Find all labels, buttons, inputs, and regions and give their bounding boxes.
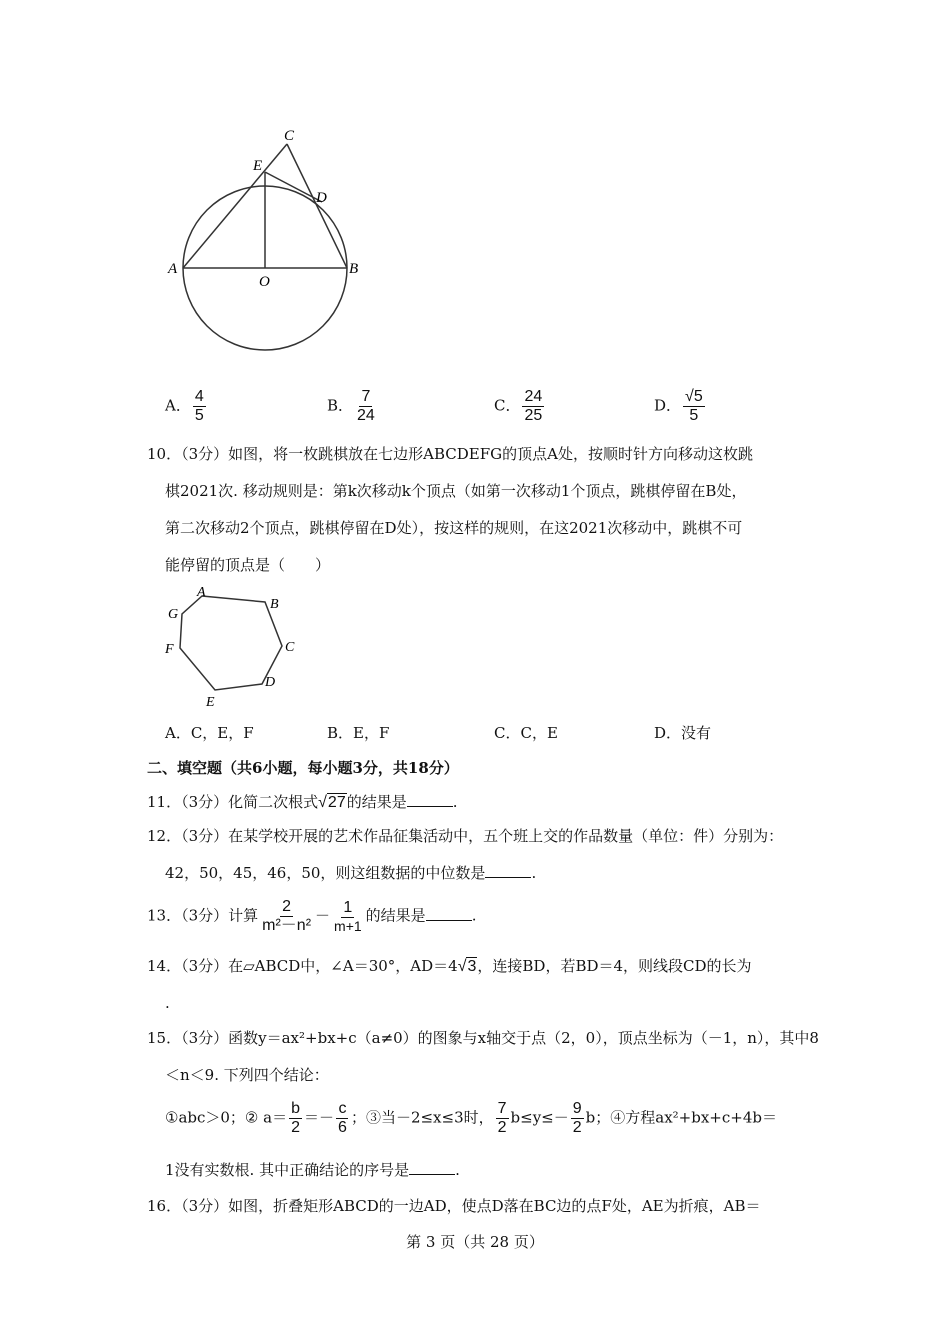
label-b: B xyxy=(349,261,359,277)
q9-option-c: C． $\frac{24}{25}$ xyxy=(494,388,543,424)
label-d: D xyxy=(265,675,276,690)
q10-line3: 第二次移动2个顶点，跳棋停留在D处），按这样的规则，在这2021次移动中，跳棋不可 xyxy=(165,519,743,537)
label-b: B xyxy=(270,597,279,612)
q15-line3: ①abc＞0；② a＝ $\frac{b}{2}$ ＝－ $\frac{c}{6}$ ；③当－2≤x≤3时， $\frac{7}{2}$ b≤y≤－ $\frac{9}{2}$ b；④方程ax²+bx+c+4b＝ xyxy=(165,1100,777,1136)
segment-ac xyxy=(183,144,287,268)
q15-line4: 1没有实数根. 其中正确结论的序号是 . xyxy=(165,1161,460,1179)
q9-option-b: B． $\frac{7}{24}$ xyxy=(327,388,375,424)
circle-figure xyxy=(160,120,370,360)
label-g: G xyxy=(168,607,179,622)
label-o: O xyxy=(259,274,270,290)
label-e: E xyxy=(206,695,215,710)
q9-option-d: D． $\frac{√5}{5}$ xyxy=(654,388,703,424)
q12-line1: 12．（3分）在某学校开展的艺术作品征集活动中，五个班上交的作品数量（单位：件）分别为： xyxy=(147,827,784,845)
q10-line4: 能停留的顶点是（ ） xyxy=(165,556,331,574)
label-e: E xyxy=(253,158,263,174)
q11: 11．（3分）化简二次根式√27的结果是 . xyxy=(147,793,458,811)
label-a: A xyxy=(168,261,178,277)
label-c: C xyxy=(285,640,295,655)
q14-line2: . xyxy=(165,994,170,1012)
section2-title: 二、填空题（共6小题，每小题3分，共18分） xyxy=(147,759,459,777)
answer-blank[interactable] xyxy=(409,1160,455,1175)
q10-option-c: C．C，E xyxy=(494,724,558,742)
page-footer: 第 3 页（共 28 页） xyxy=(406,1233,544,1251)
q10-line2: 棋2021次. 移动规则是：第k次移动k个顶点（如第一次移动1个顶点，跳棋停留在B处， xyxy=(165,482,747,500)
answer-blank[interactable] xyxy=(407,792,453,807)
q14-line1: 14．（3分）在▱ABCD中，∠A＝30°，AD＝4√3，连接BD，若BD＝4，则线段CD的长为 xyxy=(147,957,752,975)
label-d: D xyxy=(316,190,327,206)
q15-line2: ＜n＜9. 下列四个结论： xyxy=(165,1066,329,1084)
q10-line1: 10．（3分）如图，将一枚跳棋放在七边形ABCDEFG的顶点A处，按顺时针方向移动这枚跳 xyxy=(147,445,753,463)
label-f: F xyxy=(165,642,174,657)
label-c: C xyxy=(284,128,295,144)
q10-option-a: A．C，E，F xyxy=(165,724,254,742)
q15-line1: 15．（3分）函数y＝ax²+bx+c（a≠0）的图象与x轴交于点（2，0），顶点坐标为（－1，n），其中8 xyxy=(147,1029,819,1047)
q13: 13．（3分）计算 $\frac{2}{\text{m²－n²}}$ － $\frac{1}{m+1}$ 的结果是 . xyxy=(147,898,477,934)
answer-blank[interactable] xyxy=(426,906,472,921)
segment-cb xyxy=(287,144,347,268)
q9-option-a: A． $\frac{4}{5}$ xyxy=(165,388,204,424)
heptagon-figure xyxy=(160,582,300,712)
q10-option-d: D．没有 xyxy=(654,724,712,742)
q12-line2: 42，50，45，46，50，则这组数据的中位数是 . xyxy=(165,864,537,882)
answer-blank[interactable] xyxy=(485,863,531,878)
q16-line1: 16．（3分）如图，折叠矩形ABCD的一边AD，使点D落在BC边的点F处，AE为折痕，AB＝ xyxy=(147,1197,761,1215)
label-a: A xyxy=(197,585,206,600)
q10-option-b: B．E，F xyxy=(327,724,390,742)
